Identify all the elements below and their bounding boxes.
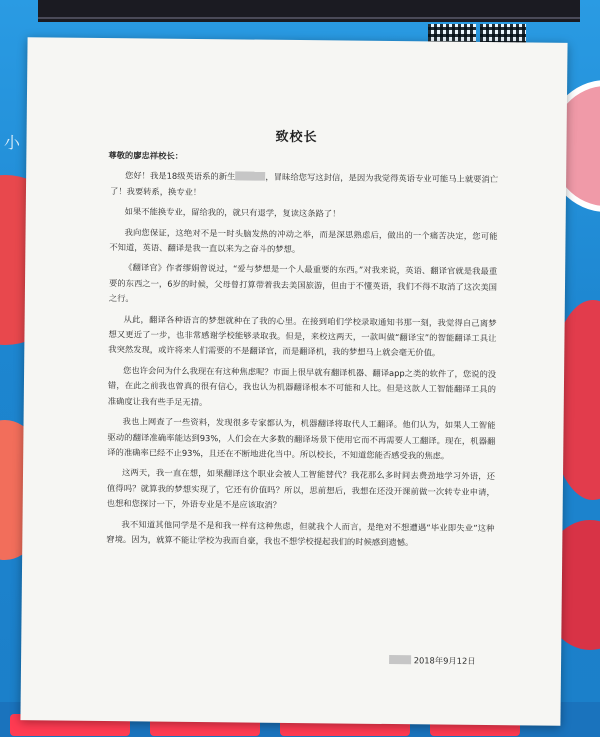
letter-paragraph [110, 168, 498, 203]
letter-salutation: 尊敬的廖忠祥校长： [108, 150, 184, 161]
paragraph-text: ，冒昧给您写这封信，是因为我觉得英语专业可能马上就要消亡了！我要转系，换专业！ [109, 172, 499, 197]
letter-body [106, 148, 498, 556]
redacted-name [235, 172, 265, 181]
letter-paragraph: 从此，翻译各种语言的梦想就种在了我的心里。在接到咱们学校录取通知书那一刻，我觉得自己离梦想又更近了一步，也非常感谢学校能够录取我。但是，来校这两天，一款叫做“翻译宝”的智能翻译工具让我突然发现，或许将来人们需要的不是翻译官，而是翻译机，我的梦想马上就会毫无价值。 [108, 313, 497, 358]
letter-paragraph: 我不知道其他同学是不是和我一样有这种焦虑，但就我个人而言，是绝对不想遭遇“毕业即失业”这种窘境。因为，就算不能让学校为我而自豪，我也不想学校提起我们的时候感到遗憾。 [106, 518, 495, 548]
letter-title: 致校长 [275, 129, 318, 146]
top-poster [38, 0, 580, 22]
poster-stripe [38, 17, 580, 19]
letter-date: 2018年9月12日 [413, 655, 476, 666]
letter-paragraph: 您也许会问为什么我现在有这种焦虑呢？市面上很早就有翻译机器、翻译app之类的软件了，您说的没错，在此之前我也曾真的很有信心，我也认为机器翻译根本不可能和人比。但是这款人工智能翻译工具的准确度让我有些手足无措。 [107, 365, 497, 407]
letter-paragraph: 我向您保证，这绝对不是一时头脑发热的冲动之举，而是深思熟虑后，做出的一个痛苦决定，您可能不知道，英语、翻译是我一直以来为之奋斗的梦想。 [109, 226, 498, 255]
side-text: 小 [4, 133, 21, 152]
letter-paragraph: 这两天，我一直在想，如果翻译这个职业会被人工智能替代？我花那么多时间去费劲地学习外语，还值得吗？就算我的梦想实现了，它还有价值吗？所以，思前想后，我想在还没开课前做一次转专业申请，也想和您探讨一下，外语专业是不是应该取消？ [106, 467, 496, 510]
redacted-signature [389, 655, 411, 664]
letter-paragraph: 《翻译官》作者缪娟曾说过，“爱与梦想是一个人最重要的东西。”对我来说，英语、翻译官就是我最重要的东西之一，6岁的时候，父母曾打算带着我去美国旅游，但由于不懂英语，我们不得不取消了这次美国之行。 [108, 262, 498, 304]
letter-sheet [20, 37, 567, 726]
letter-paragraph: 如果不能换专业，留给我的，就只有退学，复读这条路了！ [124, 206, 341, 219]
letter-signature [389, 654, 476, 667]
paragraph-text: 您好！我是18级英语系的新生 [125, 170, 236, 182]
letter-paragraph: 我也上网查了一些资料，发现很多专家都认为，机器翻译将取代人工翻译。他们认为，如果人工智能驱动的翻译准确率能达到93%，人们会在大多数的翻译场景下使用它而不再需要人工翻译。现在，机器翻译的准确率已经不止93%，且还在不断地进化当中。所以校长，不知道您能否感受我的焦虑。 [107, 416, 496, 461]
